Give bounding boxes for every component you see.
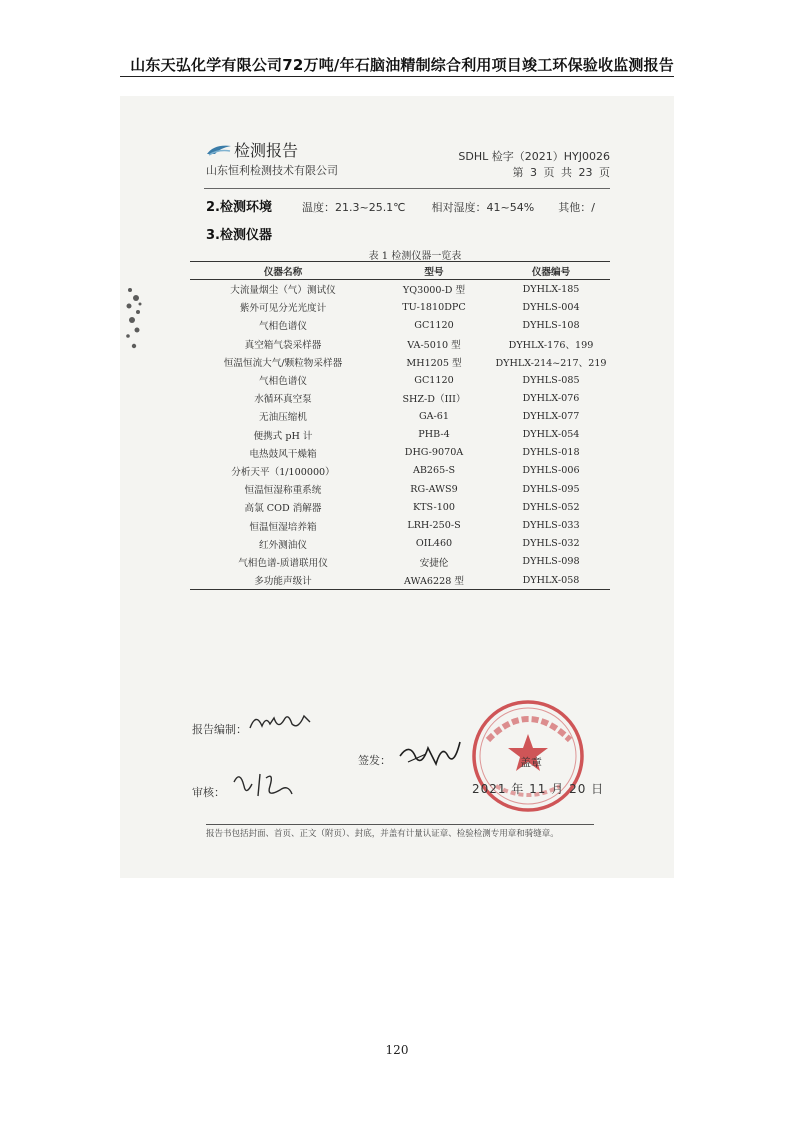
reviewed-by-label: 审核： — [192, 786, 225, 799]
instrument-model: GC1120 — [414, 374, 454, 386]
table-row — [190, 335, 610, 353]
instrument-number: DYHLX-214~217、219 — [495, 357, 607, 369]
instrument-number: DYHLS-032 — [522, 538, 580, 550]
section2-heading: 2.检测环境 — [206, 200, 272, 215]
instrument-model: SHZ-D（III） — [402, 394, 466, 406]
instrument-number: DYHLS-006 — [522, 465, 580, 477]
scan-smudge — [122, 284, 148, 354]
instrument-number: DYHLS-085 — [522, 374, 580, 386]
instrument-name: 恒温恒湿培养箱 — [249, 521, 317, 533]
instrument-name: 红外测油仪 — [259, 539, 307, 551]
footer-rule — [206, 824, 594, 825]
report-date: 2021 年 11 月 20 日 — [472, 782, 605, 796]
instrument-number: DYHLS-033 — [522, 520, 580, 532]
page-number: 120 — [385, 1043, 409, 1057]
instrument-model: AWA6228 型 — [376, 571, 492, 590]
header-instrument-number: 仪器编号 — [492, 262, 610, 280]
instrument-name: 多功能声级计 — [190, 571, 376, 590]
instrument-model: RG-AWS9 — [410, 483, 458, 495]
footer-note: 报告书包括封面、首页、正文（附页）、封底，并盖有计量认证章、检验检测专用章和骑缝章。 — [206, 829, 559, 839]
instrument-name: 紫外可见分光光度计 — [239, 303, 327, 315]
instrument-model: AB265-S — [412, 465, 456, 477]
table-row — [190, 426, 610, 444]
table-row — [190, 353, 610, 371]
instrument-number: DYHLS-018 — [522, 447, 580, 459]
instrument-name: 气相色谱仪 — [259, 321, 307, 333]
other-value: 其他：/ — [558, 201, 595, 214]
instrument-table — [190, 261, 610, 590]
instrument-model: TU-1810DPC — [402, 301, 466, 313]
table-row — [190, 571, 610, 590]
instrument-model: DHG-9070A — [404, 447, 464, 459]
instrument-number: DYHLX-076 — [522, 392, 580, 404]
instrument-model: VA-5010 型 — [407, 339, 461, 351]
table-header-row — [190, 262, 610, 280]
document-header: 山东天弘化学有限公司72万吨/年石脑油精制综合利用项目竣工环保验收监测报告 — [130, 56, 674, 74]
instrument-number: DYHLS-108 — [522, 319, 580, 331]
table-row — [190, 371, 610, 389]
approved-by-signature — [396, 736, 462, 772]
approved-by-label: 签发： — [358, 754, 391, 767]
instrument-name: 便携式 pH 计 — [253, 430, 313, 442]
header-divider — [120, 76, 674, 77]
instrument-name: 水循环真空泵 — [254, 394, 312, 406]
temperature-value: 温度：21.3~25.1℃ — [301, 201, 406, 214]
table-caption: 表 1 检测仪器一览表 — [368, 251, 462, 262]
instrument-number: DYHLS-052 — [522, 501, 580, 513]
instrument-number: DYHLX-054 — [522, 429, 580, 441]
instrument-model: PHB-4 — [418, 429, 450, 441]
header-instrument-name: 仪器名称 — [190, 262, 376, 280]
table-row — [190, 553, 610, 571]
humidity-value: 相对湿度：41~54% — [431, 201, 535, 214]
instrument-name: 无油压缩机 — [259, 412, 307, 424]
instrument-model: KTS-100 — [412, 501, 456, 513]
table-row — [190, 535, 610, 553]
instrument-model: GA-61 — [418, 410, 450, 422]
instrument-name: 大流量烟尘（气）测试仪 — [230, 285, 336, 297]
instrument-number: DYHLX-058 — [492, 571, 610, 590]
instrument-model: OIL460 — [415, 538, 453, 550]
table-row — [190, 316, 610, 334]
reviewed-by-signature — [230, 768, 300, 800]
instrument-model: LRH-250-S — [407, 520, 461, 532]
instrument-name: 分析天平（1/100000） — [231, 466, 335, 478]
instrument-model: MH1205 型 — [406, 357, 462, 369]
instrument-model: YQ3000-D 型 — [402, 285, 466, 297]
seal-label: 盖章 — [520, 756, 542, 769]
section3-heading: 3.检测仪器 — [206, 228, 272, 243]
instrument-name: 气相色谱-质谱联用仪 — [238, 557, 328, 569]
instrument-name: 恒温恒湿称重系统 — [244, 485, 322, 497]
report-number: SDHL 检字（2021）HYJ0026 — [458, 150, 610, 163]
table-row — [190, 444, 610, 462]
report-logo-icon — [206, 142, 232, 156]
instrument-number: DYHLX-176、199 — [508, 339, 594, 351]
instrument-number: DYHLS-095 — [522, 483, 580, 495]
table-row — [190, 280, 610, 299]
instrument-name: 高氯 COD 消解器 — [244, 503, 322, 515]
header-model: 型号 — [376, 262, 492, 280]
testing-company-name: 山东恒利检测技术有限公司 — [206, 164, 338, 177]
instrument-model: GC1120 — [414, 319, 454, 331]
instrument-number: DYHLS-098 — [522, 556, 580, 568]
prepared-by-signature — [248, 708, 312, 734]
table-row — [190, 389, 610, 407]
section-test-environment — [206, 196, 626, 215]
instrument-name: 电热鼓风干燥箱 — [249, 448, 317, 460]
instrument-name: 恒温恒流大气/颗粒物采样器 — [223, 357, 343, 369]
report-header-rule — [204, 188, 610, 189]
instrument-number: DYHLX-185 — [522, 283, 580, 295]
table-row — [190, 407, 610, 425]
report-page-info: 第 3 页 共 23 页 — [512, 166, 610, 179]
table-row — [190, 480, 610, 498]
table-row — [190, 498, 610, 516]
prepared-by-label: 报告编制： — [192, 723, 247, 736]
table-row — [190, 516, 610, 534]
report-title: 检测报告 — [234, 141, 299, 160]
instrument-name: 真空箱气袋采样器 — [244, 339, 322, 351]
table-row — [190, 298, 610, 316]
instrument-name: 气相色谱仪 — [259, 376, 307, 388]
table-row — [190, 462, 610, 480]
scanned-report-page — [120, 96, 674, 878]
instrument-model: 安捷伦 — [419, 557, 449, 569]
instrument-number: DYHLS-004 — [522, 301, 580, 313]
instrument-number: DYHLX-077 — [522, 410, 580, 422]
